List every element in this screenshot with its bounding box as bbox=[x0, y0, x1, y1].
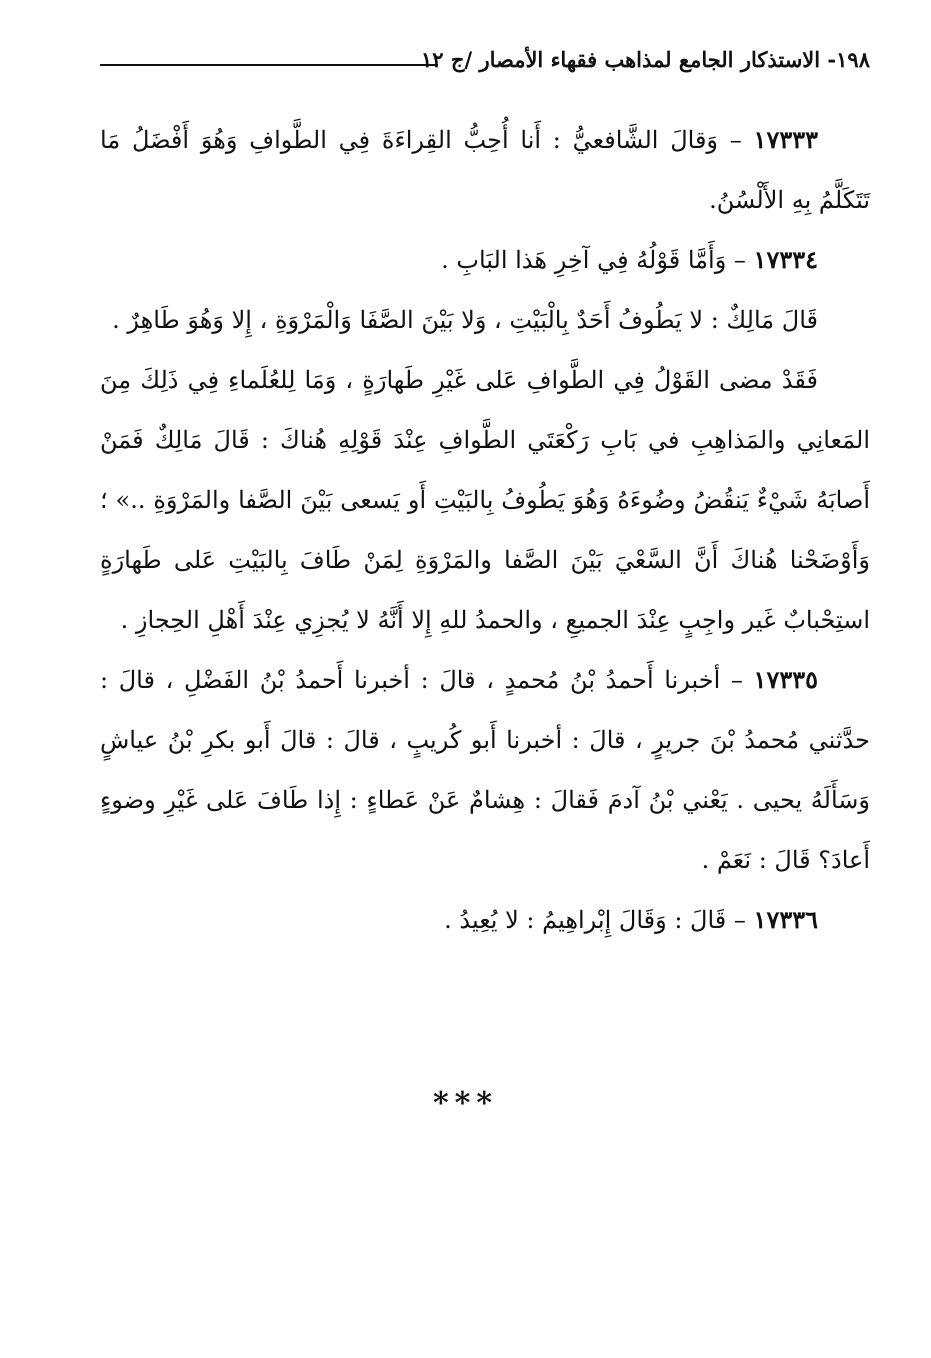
entry-number: ١٧٣٣٣ bbox=[753, 125, 818, 154]
paragraph-text: – وَقالَ الشَّافعيُّ : أَنا أُحِبُّ القِراءَةَ فِي الطَّوافِ وَهُوَ أَفْضَلُ مَا تَتَكَلَّمُ بِهِ الأَلْسُنُ. bbox=[100, 126, 870, 214]
paragraph-17334 bbox=[100, 230, 870, 290]
paragraph-text: فَقَدْ مضى القَوْلُ فِي الطَّوافِ عَلى غَيْرِ طَهارَةٍ ، وَمَا لِلعُلَماءِ فِي ذَلِكَ مِنَ المَعانِي والمَذاهِبِ في بَابِ رَكْعَتَي الطَّوافِ عِنْدَ قَوْلِهِ هُناكَ : قَالَ مَالِكٌ فَمَنْ أَصابَهُ شَيْءٌ يَنقُضُ وضُوءَهُ وَهُوَ يَطُوفُ بِالبَيْتِ أَو يَسعى بَيْنَ الصَّفا والمَرْوَةِ ..» ؛ وَأَوْضَحْنا هُناكَ أَنَّ السَّعْيَ بَيْنَ الصَّفا والمَرْوَةِ لِمَنْ طَافَ بِالبَيْتِ عَلى طَهارَةٍ استِحْبابٌ غَير واجِبٍ عِنْدَ الجميعِ ، والحمدُ للهِ إِلا أَنَّهُ لا يُجزِي عِنْدَ أَهْلِ الحِجازِ . bbox=[100, 366, 870, 634]
paragraph-text: – أخبرنا أَحمدُ بْنُ مُحمدٍ ، قالَ : أخبرنا أَحمدُ بْنُ الفَضْلِ ، قالَ : حدَّثني مُحمدُ بْنَ جريرٍ ، قالَ : أخبرنا أَبو كُريبٍ ، قالَ : قالَ أَبو بكرِ بْنُ عياشٍ وَسَأَلَهُ يحيى . يَعْني بْنُ آدمَ فَقالَ : هِشامٌ عَنْ عَطاءٍ : إِذا طَافَ عَلى غَيْرِ وضوءٍ أَعادَ؟ قَالَ : نَعَمْ . bbox=[100, 666, 870, 874]
paragraph-17336 bbox=[100, 890, 870, 950]
header-rule bbox=[100, 64, 438, 66]
paragraph-commentary bbox=[100, 350, 870, 650]
entry-number: ١٧٣٣٦ bbox=[753, 905, 818, 934]
paragraph-17333 bbox=[100, 110, 870, 230]
paragraph-17335 bbox=[100, 650, 870, 890]
entry-number: ١٧٣٣٤ bbox=[753, 245, 818, 274]
paragraph-text: قَالَ مَالِكٌ : لا يَطُوفُ أَحَدٌ بِالْبَيْتِ ، وَلا بَيْنَ الصَّفَا وَالْمَرْوَةِ ، إِلا وَهُوَ طَاهِرٌ . bbox=[112, 306, 818, 334]
section-separator: *** bbox=[432, 1086, 499, 1121]
paragraph-text: – وَأَمَّا قَوْلُهُ فِي آخِرِ هَذا البَابِ . bbox=[441, 246, 754, 274]
paragraph-malik-quote bbox=[100, 290, 870, 350]
paragraph-text: – قَالَ : وَقَالَ إِبْراهِيمُ : لا يُعِيدُ . bbox=[444, 906, 754, 934]
running-header bbox=[100, 46, 870, 78]
page-body bbox=[100, 110, 870, 950]
header-title: ١٩٨- الاستذكار الجامع لمذاهب فقهاء الأمصار /ج ١٢ bbox=[421, 47, 870, 72]
entry-number: ١٧٣٣٥ bbox=[753, 665, 818, 694]
